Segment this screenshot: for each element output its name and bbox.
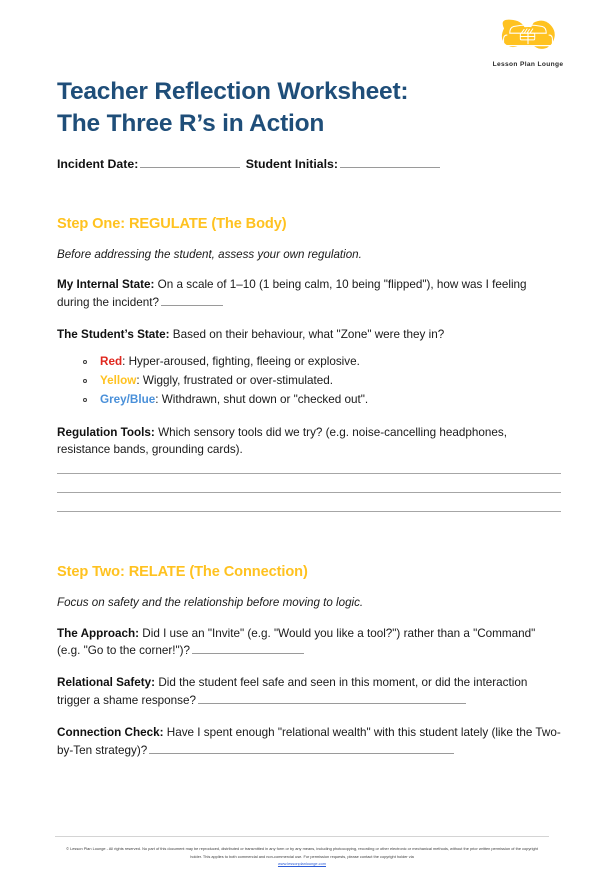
- question-regulation-tools-label: Regulation Tools:: [57, 425, 155, 439]
- zone-text-greyblue: : Withdrawn, shut down or "checked out".: [155, 392, 369, 406]
- question-regulation-tools-text: Which sensory tools did we try? (e.g. noise-cancelling headphones, resistance bands, grounding cards).: [57, 425, 507, 457]
- question-connection-check-text: Have I spent enough "relational wealth" with this student lately (like the Two-by-Ten strategy)?: [57, 725, 561, 757]
- zone-name-red: Red: [100, 354, 123, 368]
- meta-row: [33, 156, 571, 171]
- question-connection-check: [57, 724, 561, 760]
- student-initials-field[interactable]: [340, 156, 440, 168]
- question-approach-label: The Approach:: [57, 626, 140, 640]
- brand-logo-text: Lesson Plan Lounge: [492, 61, 564, 68]
- zone-name-yellow: Yellow: [100, 373, 137, 387]
- list-item: [83, 353, 561, 372]
- incident-date-label: Incident Date:: [57, 156, 139, 171]
- step-one-heading: Step One: REGULATE (The Body): [57, 215, 287, 232]
- zone-text-red: : Hyper-aroused, fighting, fleeing or explosive.: [122, 354, 360, 368]
- list-item: [83, 391, 561, 410]
- page-title-line2: The Three R’s in Action: [57, 110, 325, 138]
- approach-answer-field[interactable]: [192, 642, 304, 654]
- question-relational-safety-text: Did the student feel safe and seen in this moment, or did the interaction trigger a shame response?: [57, 676, 528, 708]
- zone-name-greyblue: Grey/Blue: [100, 392, 156, 406]
- footer-website-link[interactable]: www.lessonplanlounge.com: [277, 860, 326, 866]
- question-approach-text: Did I use an "Invite" (e.g. "Would you like a tool?") rather than a "Command" (e.g. "Go to the corner!")?: [57, 626, 536, 658]
- question-relational-safety: [57, 674, 561, 710]
- student-initials-label: Student Initials:: [245, 156, 338, 171]
- zone-list: [57, 353, 561, 410]
- question-students-state-label: The Student’s State:: [57, 327, 170, 341]
- incident-date-field[interactable]: [140, 156, 240, 168]
- question-students-state-text: Based on their behaviour, what "Zone" were they in?: [169, 327, 445, 341]
- footer-copyright-text: © Lesson Plan Lounge - All rights reserved. No part of this document may be reproduced, distributed or transmitted in any form or by any means, including photocopying, recording or other electronic or mechanical methods, without the prior written permission of the copyright holder. This applies to both commercial and non-commercial use. For permission requests, please contact the copyright holder via: [66, 846, 538, 859]
- answer-rule-line[interactable]: [57, 492, 561, 493]
- brand-logo: [480, 14, 576, 68]
- step-two-heading: Step Two: RELATE (The Connection): [57, 564, 308, 581]
- connection-check-answer-field[interactable]: [149, 742, 454, 754]
- answer-rule-line[interactable]: [57, 473, 561, 474]
- list-item: [83, 372, 561, 391]
- relational-safety-answer-field[interactable]: [198, 692, 466, 704]
- question-regulation-tools: [57, 424, 561, 460]
- question-internal-state-text: On a scale of 1–10 (1 being calm, 10 being "flipped"), how was I feeling during the incident?: [57, 278, 527, 310]
- couch-icon: [489, 14, 567, 60]
- question-students-state: [57, 326, 561, 344]
- page-footer: [0, 836, 604, 867]
- answer-rule-line[interactable]: [57, 511, 561, 512]
- footer-copyright: [33, 845, 571, 867]
- step-two-subheading: Focus on safety and the relationship before moving to logic.: [57, 596, 364, 610]
- worksheet-body: [33, 216, 571, 760]
- regulation-tools-answer-area: [57, 473, 561, 512]
- footer-divider: [55, 836, 549, 837]
- internal-state-answer-field[interactable]: [161, 294, 223, 306]
- page-title-line1: Teacher Reflection Worksheet:: [57, 78, 409, 105]
- step-one-subheading: Before addressing the student, assess your own regulation.: [57, 247, 362, 261]
- question-internal-state-label: My Internal State:: [57, 278, 155, 292]
- question-relational-safety-label: Relational Safety:: [57, 676, 156, 690]
- question-approach: [57, 625, 561, 661]
- question-internal-state: [57, 276, 561, 312]
- zone-text-yellow: : Wiggly, frustrated or over-stimulated.: [136, 373, 333, 387]
- question-connection-check-label: Connection Check:: [57, 725, 164, 739]
